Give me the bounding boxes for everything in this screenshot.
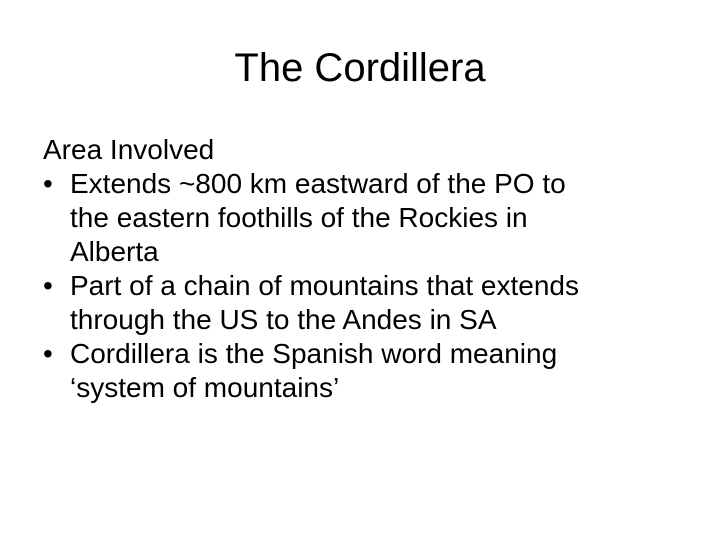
- bullet-line: Part of a chain of mountains that extends: [70, 270, 579, 301]
- bullet-line: Alberta: [70, 236, 159, 267]
- bullet-line: Cordillera is the Spanish word meaning: [70, 338, 558, 369]
- bullet-icon: •: [43, 338, 53, 369]
- bullet-item-1: [43, 167, 683, 269]
- bullet-line: Extends ~800 km eastward of the PO to: [70, 168, 566, 199]
- bullet-line: the eastern foothills of the Rockies in: [70, 202, 528, 233]
- bullet-line: ‘system of mountains’: [70, 372, 340, 403]
- slide-body: [43, 133, 683, 405]
- bullet-icon: •: [43, 168, 53, 199]
- bullet-item-3: [43, 337, 683, 405]
- section-heading: Area Involved: [43, 134, 215, 165]
- bullet-icon: •: [43, 270, 53, 301]
- slide-title: The Cordillera: [234, 46, 486, 90]
- bullet-line: through the US to the Andes in SA: [70, 304, 497, 335]
- bullet-item-2: [43, 269, 683, 337]
